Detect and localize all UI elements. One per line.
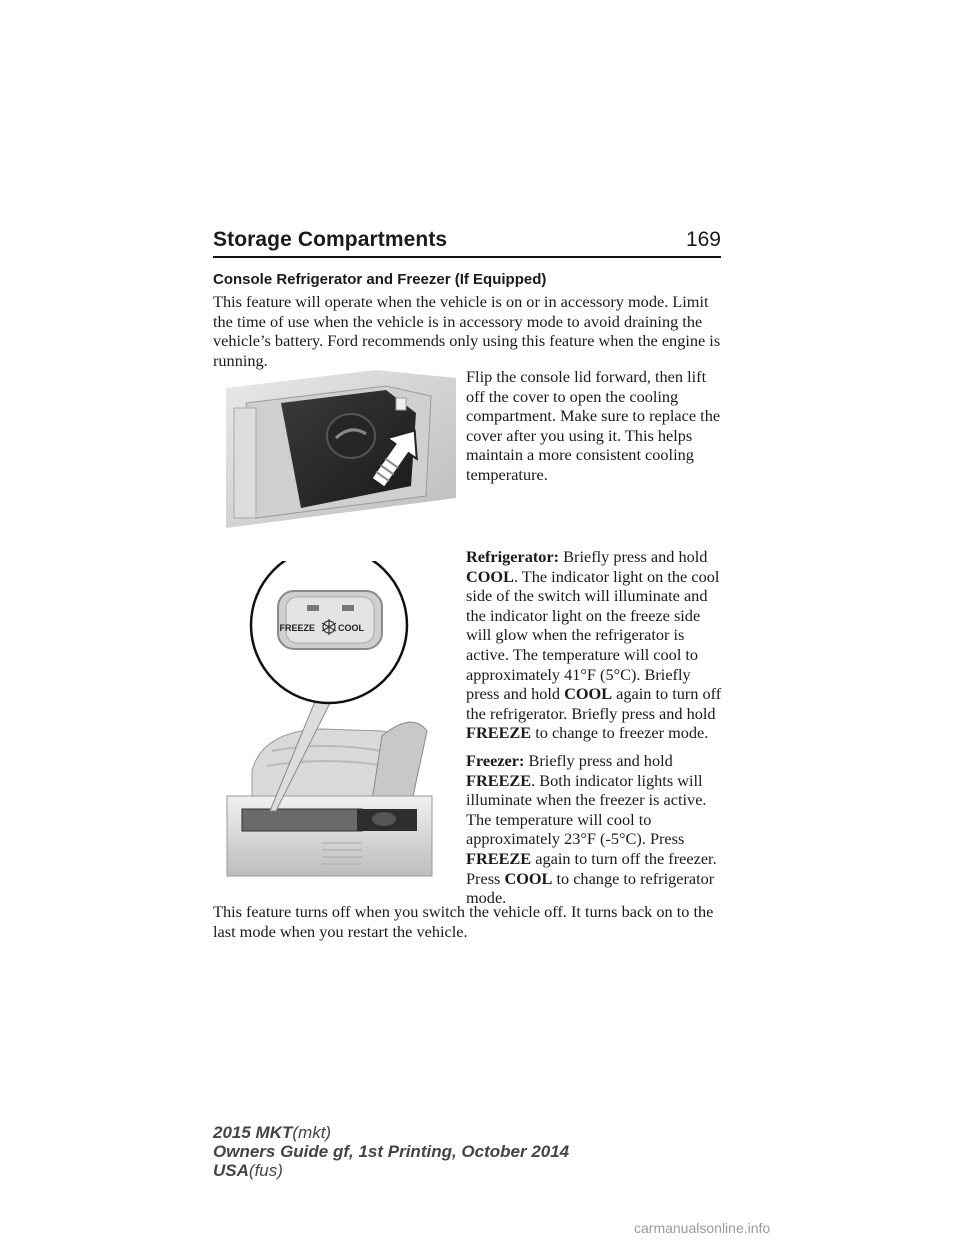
freeze-keyword: FREEZE <box>466 848 532 868</box>
footer-market: USA <box>213 1161 249 1180</box>
switch-label-cool: COOL <box>338 623 364 633</box>
intro-paragraph: This feature will operate when the vehicle is on or in accessory mode. Limit the time of use when the vehicle is in accessory mode to avoid draining the vehicle’s battery. Ford recommends only using this feature when the engine is running. <box>213 292 721 370</box>
footer-market-code: (fus) <box>248 1161 283 1180</box>
footer-guide: Owners Guide gf, 1st Printing, October 2014 <box>213 1142 570 1161</box>
cover-knob <box>327 414 375 458</box>
cool-keyword: COOL <box>504 868 553 888</box>
freezer-instructions: Freezer: Briefly press and hold FREEZE. Both indicator lights will illuminate when the freezer is active. The temperature will cool to approximately 23°F (-5°C). Press FREEZE again to turn off the freezer. Press COOL to change to refrigerator mode. <box>466 751 717 908</box>
document-footer <box>213 1123 569 1180</box>
footer-model: 2015 MKT <box>213 1123 293 1142</box>
freeze-cool-switch-illustration <box>212 561 457 879</box>
feature-heading: Console Refrigerator and Freezer (If Equipped) <box>213 271 547 288</box>
cool-keyword: COOL <box>564 684 613 704</box>
cool-indicator-light <box>342 605 354 611</box>
console-compartment-illustration <box>226 368 456 528</box>
freeze-indicator-light <box>307 605 319 611</box>
page-number: 169 <box>685 228 721 251</box>
freeze-keyword: FREEZE <box>466 723 532 743</box>
refrigerator-label: Refrigerator: <box>466 547 560 566</box>
closing-paragraph: This feature turns off when you switch the vehicle off. It turns back on to the last mode when you restart the vehicle. <box>213 902 714 941</box>
freezer-label: Freezer: <box>466 751 525 770</box>
console-opening <box>242 809 362 831</box>
cool-keyword: COOL <box>466 566 514 586</box>
switch-label-freeze: FREEZE <box>279 623 315 633</box>
flip-lid-instructions: Flip the console lid forward, then lift off the cover to open the cooling compartment. Make sure to replace the cover after you using it. This helps maintain a more consistent cooling temperature. <box>466 367 721 484</box>
section-title: Storage Compartments <box>213 228 448 251</box>
refrigerator-instructions: Refrigerator: Briefly press and hold COOL. The indicator light on the cool side of the switch will illuminate and the indicator light on the freeze side will glow when the refrigerator is active. The temperature will cool to approximately 41°F (5°C). Briefly press and hold COOL again to turn off the refrigerator. Briefly press and hold FREEZE to change to freezer mode. <box>466 547 722 743</box>
page-header <box>213 228 721 258</box>
freeze-keyword: FREEZE <box>466 770 532 790</box>
footer-model-code: (mkt) <box>292 1123 332 1142</box>
watermark: carmanualsonline.info <box>634 1220 771 1236</box>
